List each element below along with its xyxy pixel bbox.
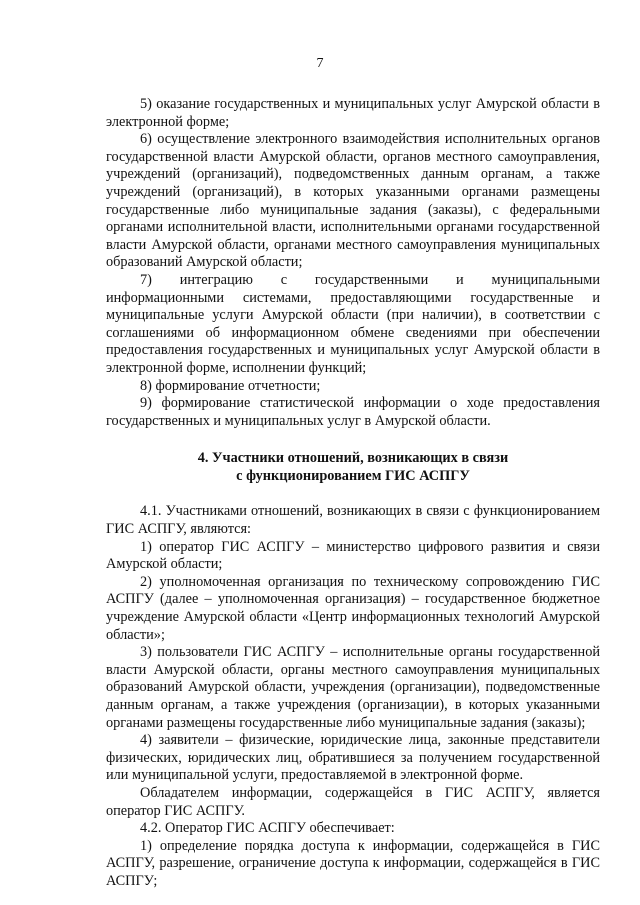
paragraph-4-2: 4.2. Оператор ГИС АСПГУ обеспечивает: [140, 820, 395, 837]
participant-users: 3) пользователи ГИС АСПГУ – исполнительные органы государственной власти Амурской области, органы местного самоуправления муниципальных образований Амурской области, учреждения (организации), подведомственные данным органам, а также учреждения (организации), в которых указанными органами размещены государственные либо муниципальные задания (заказы); [106, 644, 600, 731]
participant-operator: 1) оператор ГИС АСПГУ – министерство цифрового развития и связи Амурской области; [106, 538, 600, 573]
participant-authorized-organization: 2) уполномоченная организация по техническому сопровождению ГИС АСПГУ (далее – уполномоченная организация) – государственное бюджетное учреждение Амурской области «Центр информационных технологий Амурской области»; [106, 573, 600, 643]
section-heading-line-2: с функционированием ГИС АСПГУ [236, 467, 470, 484]
list-item-7: 7) интеграцию с государственными и муниципальными информационными системами, предоставляющими государственные и муниципальные услуги Амурской области (при наличии), в соответствии с соглашениями об информационном обмене сведениями при обеспечении предоставления государственных и муниципальных услуг Амурской области в электронной форме, исполнении функций; [106, 271, 600, 376]
paragraph-4-1: 4.1. Участниками отношений, возникающих в связи с функционированием ГИС АСПГУ, являются: [106, 503, 600, 538]
section-heading-line-1: 4. Участники отношений, возникающих в связи [197, 450, 509, 467]
page-number: 7 [316, 56, 324, 71]
operator-duty-1: 1) определение порядка доступа к информации, содержащейся в ГИС АСПГУ, разрешение, ограничение доступа к информации, содержащейся в ГИС АСПГУ; [106, 837, 600, 889]
list-item-8: 8) формирование отчетности; [140, 377, 321, 394]
document-body [106, 96, 600, 891]
section-heading [106, 450, 600, 485]
list-item-5: 5) оказание государственных и муниципальных услуг Амурской области в электронной форме; [106, 96, 600, 130]
participant-applicants: 4) заявители – физические, юридические лица, законные представители физических, юридических лиц, обратившиеся за получением государственной или муниципальной услуги, предоставляемой в электронной форме. [106, 732, 600, 784]
information-owner-paragraph: Обладателем информации, содержащейся в ГИС АСПГУ, является оператор ГИС АСПГУ. [106, 784, 600, 819]
list-item-6: 6) осуществление электронного взаимодействия исполнительных органов государственной власти Амурской области, органов местного самоуправления, учреждений (организаций), подведомственных данным органам, а также учреждений (организаций), в которых указанными органами размещены государственные либо муниципальные задания (заказы), с федеральными органами исполнительной власти, исполнительными органами государственной власти Амурской области, органами местного самоуправления муниципальных образований Амурской области; [106, 131, 600, 271]
list-item-9: 9) формирование статистической информации о ходе предоставления государственных и муниципальных услуг в Амурской области. [106, 395, 600, 429]
